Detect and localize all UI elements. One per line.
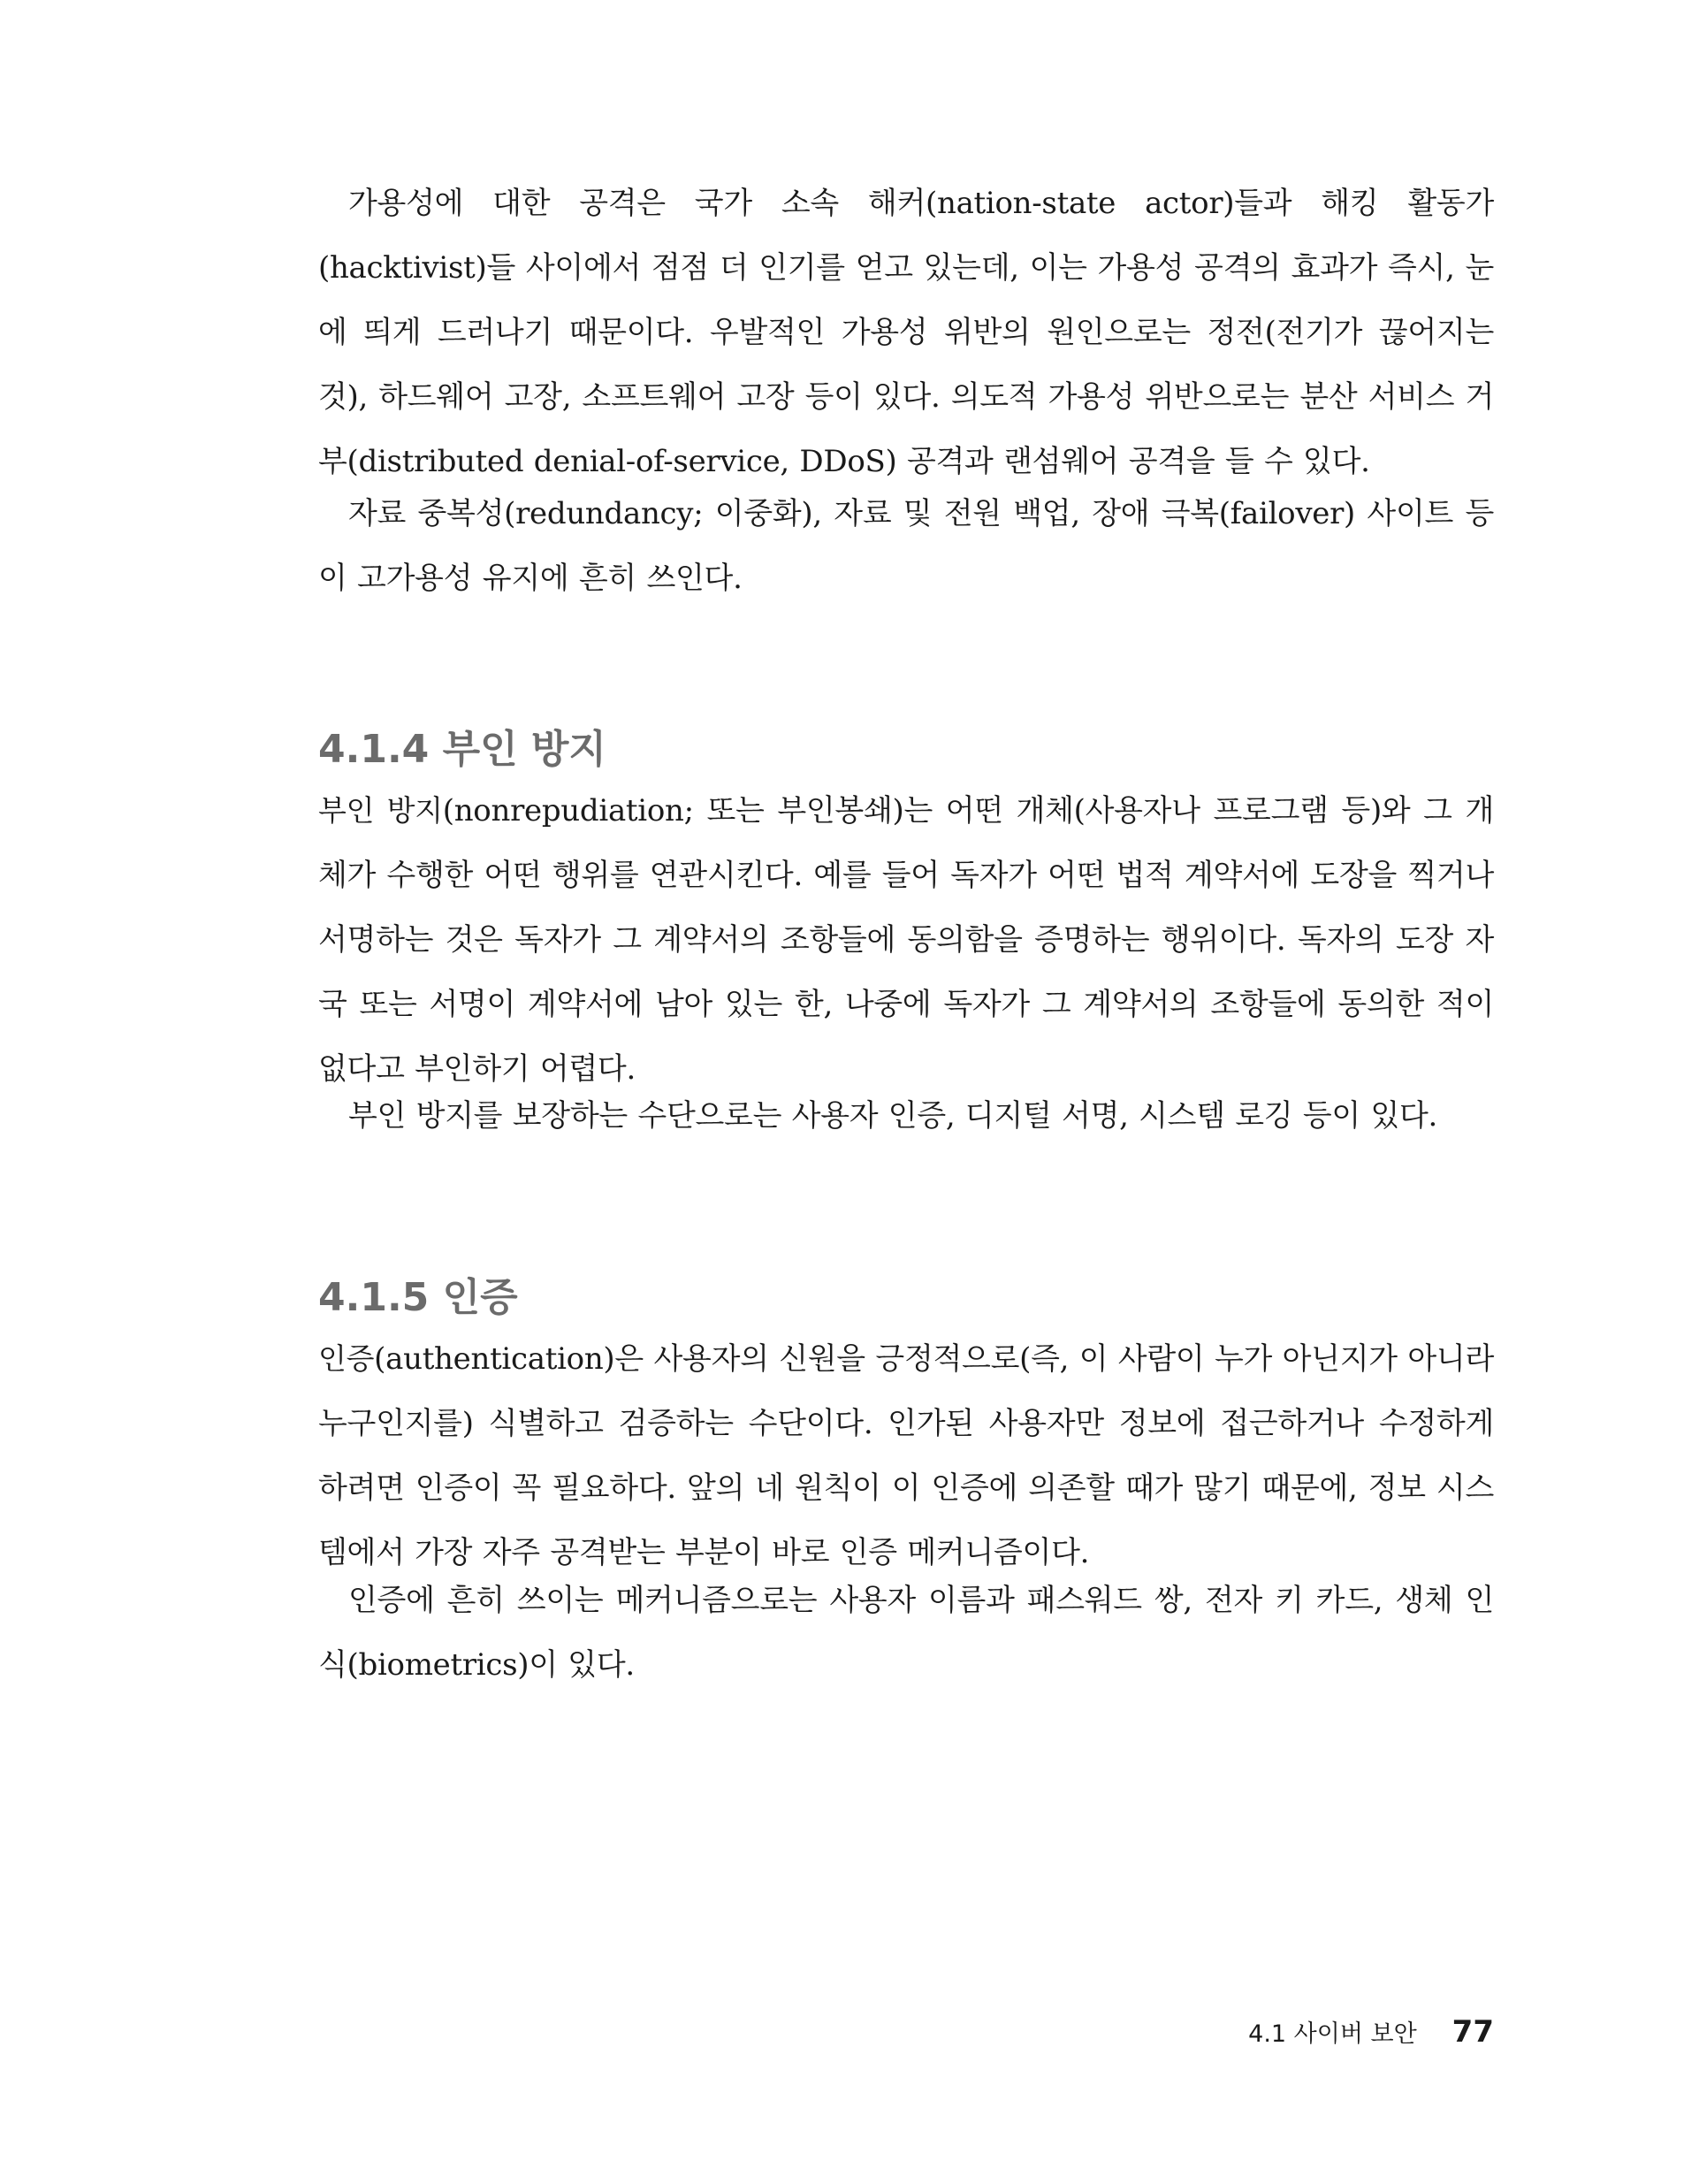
book-page — [318, 0, 1494, 2184]
authentication-term: 인증 — [318, 1341, 375, 1376]
authentication-paragraph-2: 인증에 흔히 쓰이는 메커니즘으로는 사용자 이름과 패스워드 쌍, 전자 키 카드, 생체 인식(biometrics)이 있다. — [318, 1583, 1494, 1683]
availability-paragraph-2: 자료 중복성(redundancy; 이중화), 자료 및 전원 백업, 장애 극복(failover) 사이트 등이 고가용성 유지에 흔히 쓰인다. — [318, 496, 1494, 596]
nonrepudiation-paragraph-1 — [318, 778, 1494, 1102]
section-heading-4-1-5: 4.1.5 인증 — [318, 1275, 518, 1320]
nonrepudiation-paragraph-2: 부인 방지를 보장하는 수단으로는 사용자 인증, 디지털 서명, 시스템 로깅 등이 있다. — [348, 1098, 1438, 1134]
availability-paragraph-1: 가용성에 대한 공격은 국가 소속 해커(nation-state actor)들과 해킹 활동가(hacktivist)들 사이에서 점점 더 인기를 얻고 있는데, 이는 가용성 공격의 효과가 즉시, 눈에 띄게 드러나기 때문이다. 우발적인 가용성 위반의 원인으로는 정전(전기가 끊어지는 것), 하드웨어 고장, 소프트웨어 고장 등이 있다. 의도적 가용성 위반으로는 분산 서비스 거부(distributed denial-of-service, DDoS) 공격과 랜섬웨어 공격을 들 수 있다. — [318, 186, 1494, 479]
running-footer-section: 4.1 사이버 보안 — [1248, 2020, 1417, 2048]
authentication-paragraph-1-text: (authentication)은 사용자의 신원을 긍정적으로(즉, 이 사람이 누가 아닌지가 아니라 누구인지를) 식별하고 검증하는 수단이다. 인가된 사용자만 정보에 접근하거나 수정하게 하려면 인증이 꼭 필요하다. 앞의 네 원칙이 이 인증에 의존할 때가 많기 때문에, 정보 시스템에서 가장 자주 공격받는 부분이 바로 인증 메커니즘이다. — [318, 1341, 1494, 1570]
page-footer — [1248, 2014, 1494, 2058]
page-number: 77 — [1451, 2014, 1494, 2050]
nonrepudiation-paragraph-1-text: (nonrepudiation; 또는 부인봉쇄)는 어떤 개체(사용자나 프로그램 등)와 그 개체가 수행한 어떤 행위를 연관시킨다. 예를 들어 독자가 어떤 법적 계약서에 도장을 찍거나 서명하는 것은 독자가 그 계약서의 조항들에 동의함을 증명하는 행위이다. 독자의 도장 자국 또는 서명이 계약서에 남아 있는 한, 나중에 독자가 그 계약서의 조항들에 동의한 적이 없다고 부인하기 어렵다. — [318, 793, 1494, 1087]
nonrepudiation-term: 부인 방지 — [318, 793, 443, 828]
authentication-paragraph-1 — [318, 1326, 1494, 1585]
section-heading-4-1-4: 4.1.4 부인 방지 — [318, 727, 606, 772]
